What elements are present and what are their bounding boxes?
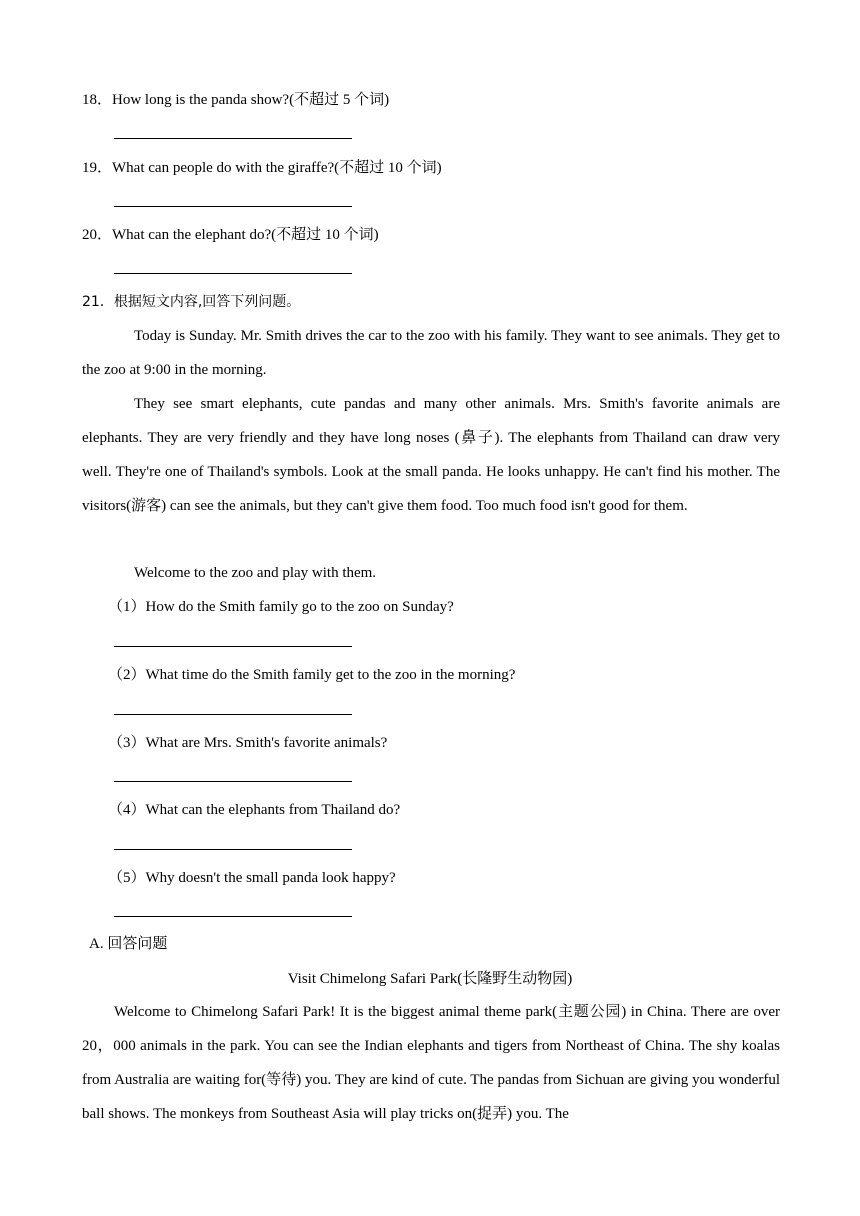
question-21-heading: 21．根据短文内容,回答下列问题。 <box>82 294 301 310</box>
passage-paragraph-1: Today is Sunday. Mr. Smith drives the car to the zoo with his family. They want to see animals. They get to the zoo at 9:00 in the morning. <box>82 328 780 378</box>
section-a-heading: A. 回答问题 <box>89 936 168 952</box>
answer-line-21-5 <box>114 916 352 917</box>
question-number: 18． <box>82 92 113 108</box>
question-18 <box>82 90 389 110</box>
question-text: What can people do with the giraffe?(不超过 10 个词) <box>112 160 442 176</box>
subquestion-1: （1）How do the Smith family go to the zoo on Sunday? <box>108 599 454 615</box>
passage-title: Visit Chimelong Safari Park(长隆野生动物园) <box>287 971 573 987</box>
question-20 <box>82 225 379 245</box>
subquestion-5: （5）Why doesn't the small panda look happy? <box>108 870 396 886</box>
section-a-paragraph: Welcome to Chimelong Safari Park! It is the biggest animal theme park(主题公园) in China. There are over 20，000 animals in the park. You can see the Indian elephants and tigers from Northeast of China. The shy koalas from Australia are waiting for(等待) you. They are kind of cute. The pandas from Sichuan are giving you wonderful ball shows. The monkeys from Southeast Asia will play tricks on(捉弄) you. The <box>82 1004 780 1122</box>
answer-line-21-2 <box>114 714 352 715</box>
answer-line-19 <box>114 206 352 207</box>
answer-line-21-4 <box>114 849 352 850</box>
answer-line-18 <box>114 138 352 139</box>
question-19 <box>82 158 442 178</box>
subquestion-2: （2）What time do the Smith family get to the zoo in the morning? <box>108 667 516 683</box>
subquestion-3: （3）What are Mrs. Smith's favorite animals? <box>108 735 388 751</box>
subquestion-4: （4）What can the elephants from Thailand do? <box>108 802 401 818</box>
question-number: 19． <box>82 160 113 176</box>
answer-line-20 <box>114 273 352 274</box>
answer-line-21-1 <box>114 646 352 647</box>
passage-paragraph-3: Welcome to the zoo and play with them. <box>134 565 377 581</box>
answer-line-21-3 <box>114 781 352 782</box>
question-text: What can the elephant do?(不超过 10 个词) <box>112 227 379 243</box>
question-text: How long is the panda show?(不超过 5 个词) <box>112 92 390 108</box>
question-number: 20． <box>82 227 113 243</box>
passage-paragraph-2: They see smart elephants, cute pandas and many other animals. Mrs. Smith's favorite animals are elephants. They are very friendly and they have long noses (鼻子). The elephants from Thailand can draw very well. They're one of Thailand's symbols. Look at the small panda. He looks unhappy. He can't find his mother. The visitors(游客) can see the animals, but they can't give them food. Too much food isn't good for them. <box>82 396 780 514</box>
